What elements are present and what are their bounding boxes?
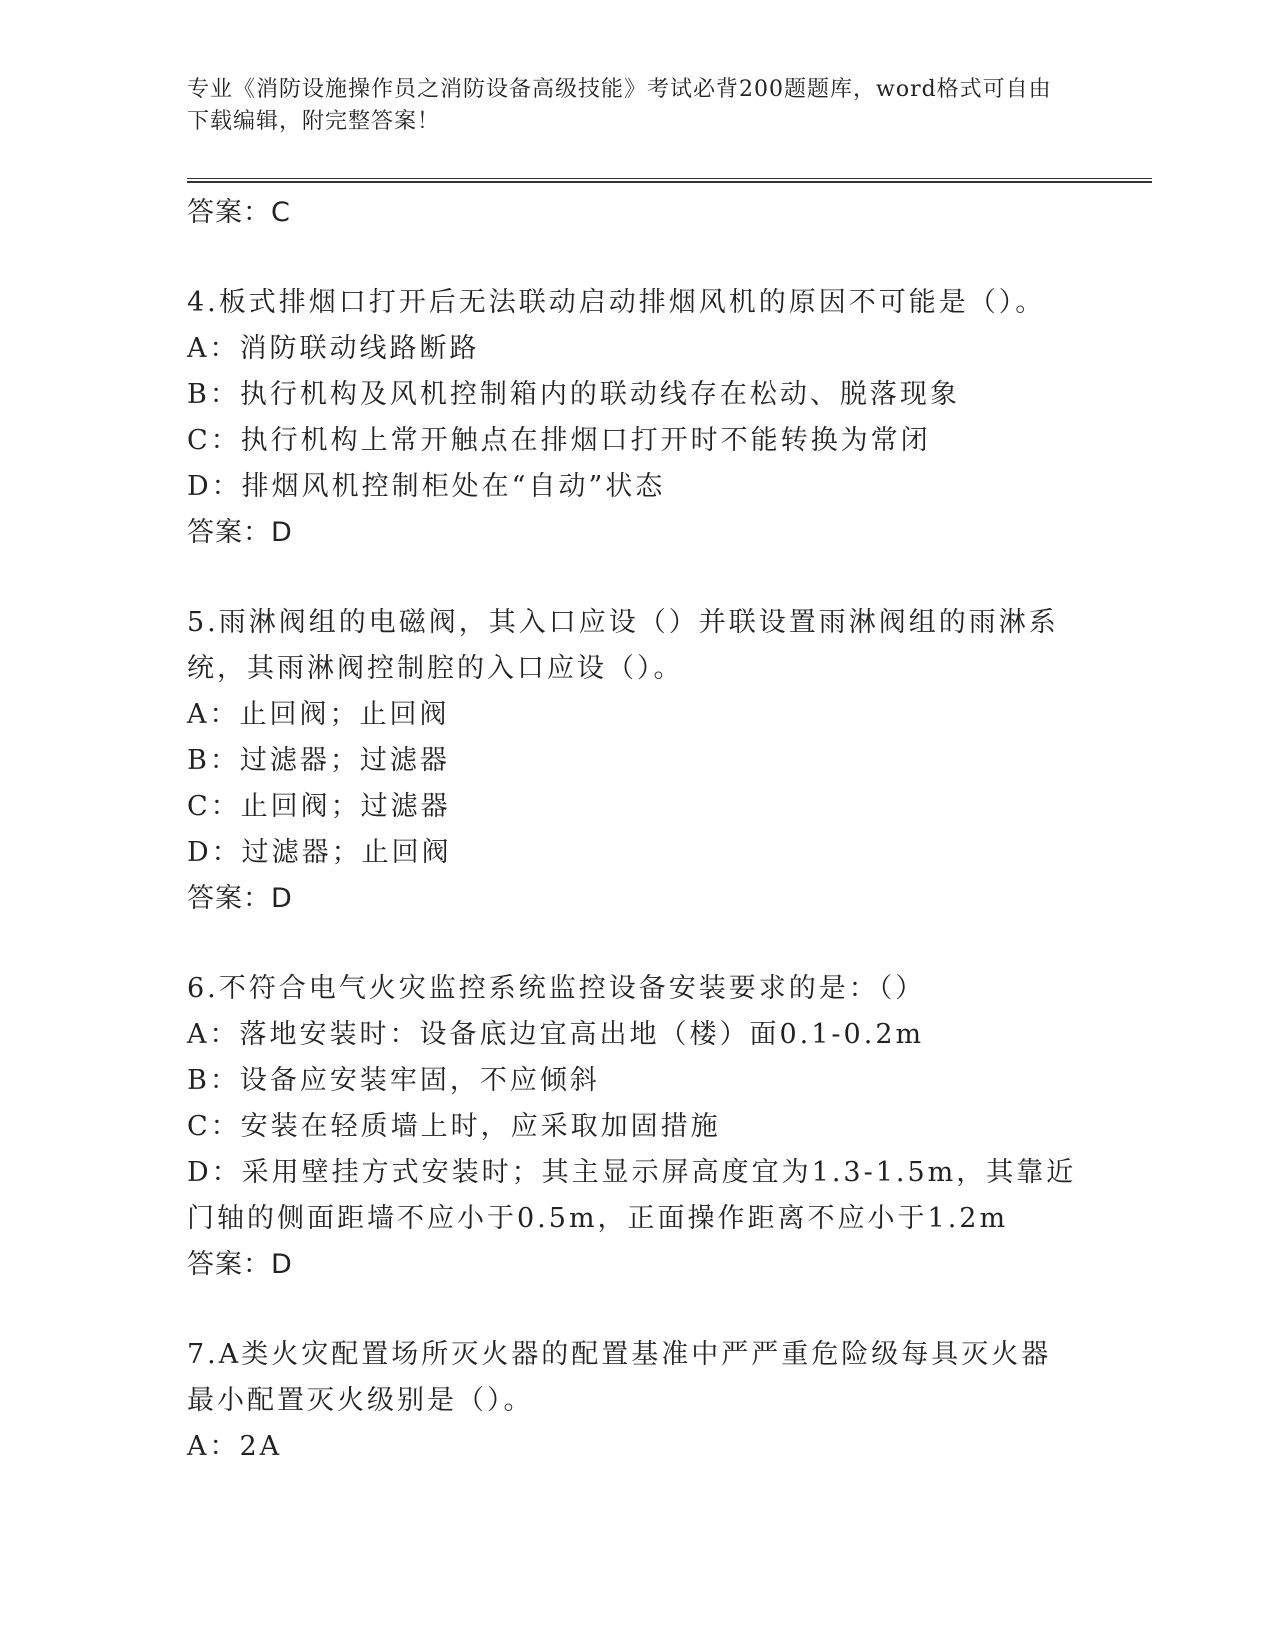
page-header: 专业《消防设施操作员之消防设备高级技能》考试必背200题题库，word格式可自由下载编辑，附完整答案！ (187, 77, 1052, 134)
question-item (187, 1332, 1087, 1470)
option-c: C：执行机构上常开触点在排烟口打开时不能转换为常闭 (187, 425, 931, 456)
question-stem: 6.不符合电气火灾监控系统监控设备安装要求的是：（） (187, 973, 926, 1004)
question-item (187, 966, 1087, 1288)
option-a: A：2A (187, 1431, 283, 1462)
question-list (187, 190, 1087, 1514)
question-stem: 4.板式排烟口打开后无法联动启动排烟风机的原因不可能是（）。 (187, 287, 1046, 318)
answer-line: 答案：D (187, 1249, 293, 1280)
option-b: B：执行机构及风机控制箱内的联动线存在松动、脱落现象 (187, 379, 960, 410)
option-b: B：设备应安装牢固，不应倾斜 (187, 1065, 600, 1096)
option-b: B：过滤器；过滤器 (187, 745, 450, 776)
question-stem: 7.A类火灾配置场所灭火器的配置基准中严严重危险级每具灭火器最小配置灭火级别是（）。 (187, 1339, 1052, 1416)
option-a: A：止回阀；止回阀 (187, 699, 450, 730)
question-stem: 5.雨淋阀组的电磁阀，其入口应设（）并联设置雨淋阀组的雨淋系统，其雨淋阀控制腔的入口应设（）。 (187, 607, 1059, 684)
option-a: A：消防联动线路断路 (187, 333, 480, 364)
option-d: D：排烟风机控制柜处在“自动”状态 (187, 471, 666, 502)
option-c: C：安装在轻质墙上时，应采取加固措施 (187, 1111, 721, 1142)
answer-line: 答案：C (187, 197, 291, 228)
option-c: C：止回阀；过滤器 (187, 791, 451, 822)
option-d: D：采用壁挂方式安装时；其主显示屏高度宜为1.3-1.5m，其靠近门轴的侧面距墙不应小于0.5m，正面操作距离不应小于1.2m (187, 1157, 1077, 1234)
option-d: D：过滤器；止回阀 (187, 837, 452, 868)
question-item (187, 600, 1087, 922)
option-a: A：落地安装时：设备底边宜高出地（楼）面0.1-0.2m (187, 1019, 925, 1050)
answer-line: 答案：D (187, 883, 293, 914)
header-divider (187, 178, 1152, 183)
answer-line: 答案：D (187, 517, 293, 548)
question-item (187, 280, 1087, 556)
